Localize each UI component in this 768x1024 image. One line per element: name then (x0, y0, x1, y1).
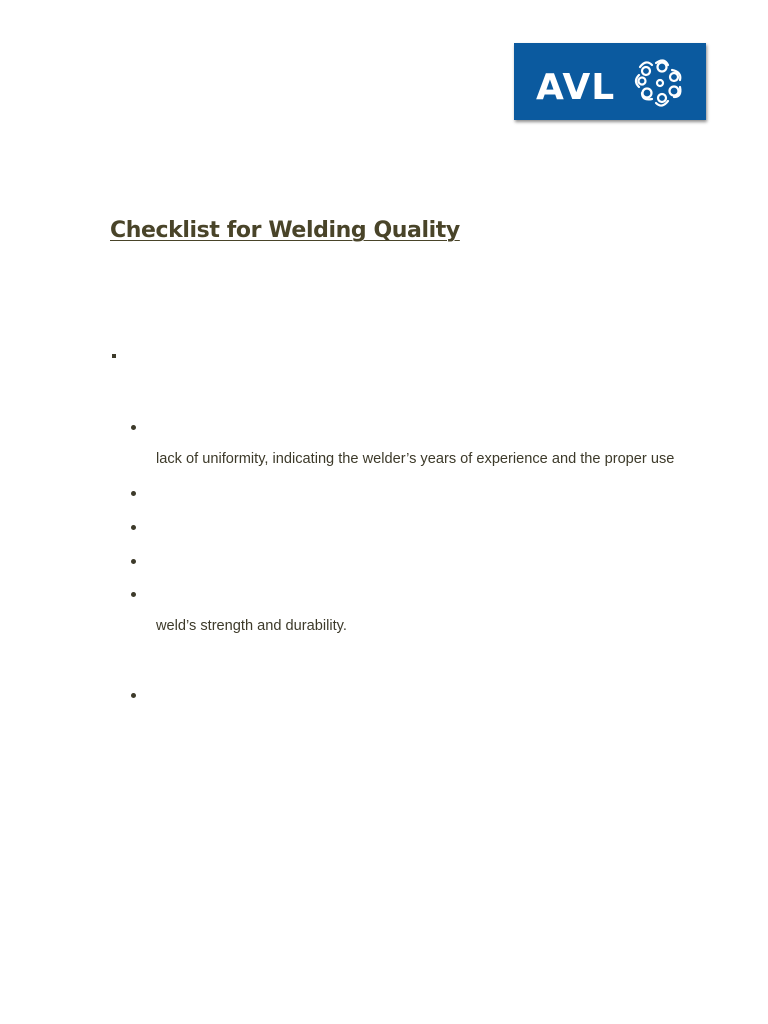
bullet-icon (131, 491, 136, 496)
bullet-icon (131, 592, 136, 597)
bullet-icon (131, 525, 136, 530)
body-text-line: lack of uniformity, indicating the welder’s years of experience and the proper use (156, 451, 675, 467)
bullet-icon (131, 693, 136, 698)
body-text-line: weld’s strength and durability. (156, 618, 347, 634)
avl-spiral-icon (636, 60, 680, 105)
bullet-icon (131, 425, 136, 430)
square-bullet-icon (112, 354, 116, 358)
avl-logo-graphic (514, 43, 706, 120)
bullet-icon (131, 559, 136, 564)
page-title: Checklist for Welding Quality (110, 218, 460, 243)
logo-wordmark: AVL (536, 67, 616, 108)
avl-logo (514, 43, 706, 120)
